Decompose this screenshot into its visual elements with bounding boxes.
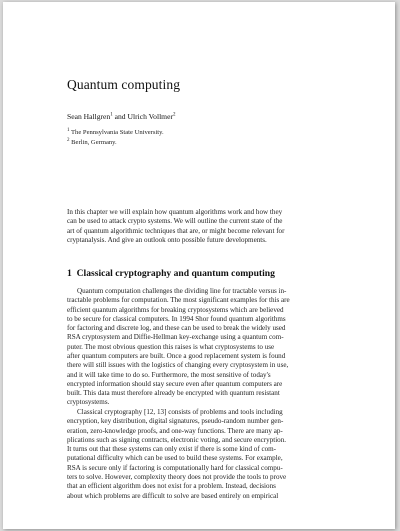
paragraph-line: Classical cryptography [12, 13] consists of problems and tools including xyxy=(77,408,283,416)
document-page xyxy=(3,2,395,529)
affiliation-mark: 2 xyxy=(173,112,176,118)
paragraph-line: putational difficulty which can be used to build these systems. For example, xyxy=(67,454,283,463)
section-title: Classical cryptography and quantum computing xyxy=(76,268,275,279)
paragraph-line: plications such as signing contracts, electronic voting, and secure encryption. xyxy=(67,435,287,444)
affiliation xyxy=(67,129,164,137)
paragraph-line: built. This data must therefore already be encrypted with quantum resistant xyxy=(67,389,280,398)
body-paragraph xyxy=(67,287,343,408)
section-heading xyxy=(67,268,275,280)
paragraph-line: tractable problems for computation. The most significant examples for this are xyxy=(67,296,290,305)
paragraph-line: to be secure for classical computers. In 1994 Shor found quantum algorithms xyxy=(67,314,286,323)
paragraph-line: and it will take time to do so. Furthermore, the most sensitive of today's xyxy=(67,370,271,379)
section-number: 1 xyxy=(67,268,72,279)
author-conjunction: and xyxy=(112,112,128,121)
affiliation-mark: 1 xyxy=(110,112,113,118)
abstract-line: cryptanalysis. And give an outlook onto possible future developments. xyxy=(67,235,267,244)
paragraph-line: after quantum computers are built. Once a good replacement system is found xyxy=(67,351,286,360)
paragraph-line: puter. The most obvious question this raises is what cryptosystems to use xyxy=(67,342,275,351)
author-line xyxy=(67,112,176,122)
body-paragraph xyxy=(67,408,343,501)
affiliation-mark: 1 xyxy=(67,127,70,133)
abstract xyxy=(67,208,343,245)
paragraph-line: Quantum computation challenges the dividing line for tractable versus in- xyxy=(77,287,287,295)
paragraph-line: that an efficient algorithm does not exist for a problem. Instead, decisions xyxy=(67,482,276,491)
paragraph-line: cryptosystems. xyxy=(67,398,110,407)
author-name: Sean Hallgren xyxy=(67,112,111,121)
affiliation-text: Berlin, Germany. xyxy=(71,139,117,146)
paragraph-line: for factoring and discrete log, and these can be used to break the widely used xyxy=(67,324,286,333)
abstract-line: art of quantum algorithmic techniques that are, or might become relevant for xyxy=(67,226,285,235)
paragraph-line: about which problems are difficult to solve are based entirely on empirical xyxy=(67,491,279,500)
paragraph-line: ters to solve. However, complexity theory does not provide the tools to prove xyxy=(67,472,287,481)
document-title: Quantum computing xyxy=(67,77,181,92)
paragraph-line: eration, zero-knowledge proofs, and one-way functions. There are many ap- xyxy=(67,426,283,435)
paragraph-line: encryption, key distribution, digital signatures, pseudo-random number gen- xyxy=(67,417,284,426)
affiliation xyxy=(67,139,117,147)
paragraph-line: It turns out that these systems can only exist if there is some kind of com- xyxy=(67,445,277,454)
author-name: Ulrich Vollmer xyxy=(127,112,173,121)
affiliation-text: The Pennsylvania State University. xyxy=(71,129,164,136)
paragraph-line: RSA is secure only if factoring is computationally hard for classical compu- xyxy=(67,463,283,472)
abstract-line: can be used to attack crypto systems. We will outline the current state of the xyxy=(67,217,283,226)
affiliation-mark: 2 xyxy=(67,137,70,143)
abstract-line: In this chapter we will explain how quantum algorithms work and how they xyxy=(67,208,283,216)
paragraph-line: there will still issues with the logistics of changing every cryptosystem in use, xyxy=(67,361,289,370)
paragraph-line: encrypted information should stay secure even after quantum computers are xyxy=(67,379,283,388)
paragraph-line: efficient quantum algorithms for breaking cryptosystems which are believed xyxy=(67,305,284,314)
paragraph-line: RSA cryptosystem and Diffie-Hellman key-exchange using a quantum com- xyxy=(67,333,284,342)
